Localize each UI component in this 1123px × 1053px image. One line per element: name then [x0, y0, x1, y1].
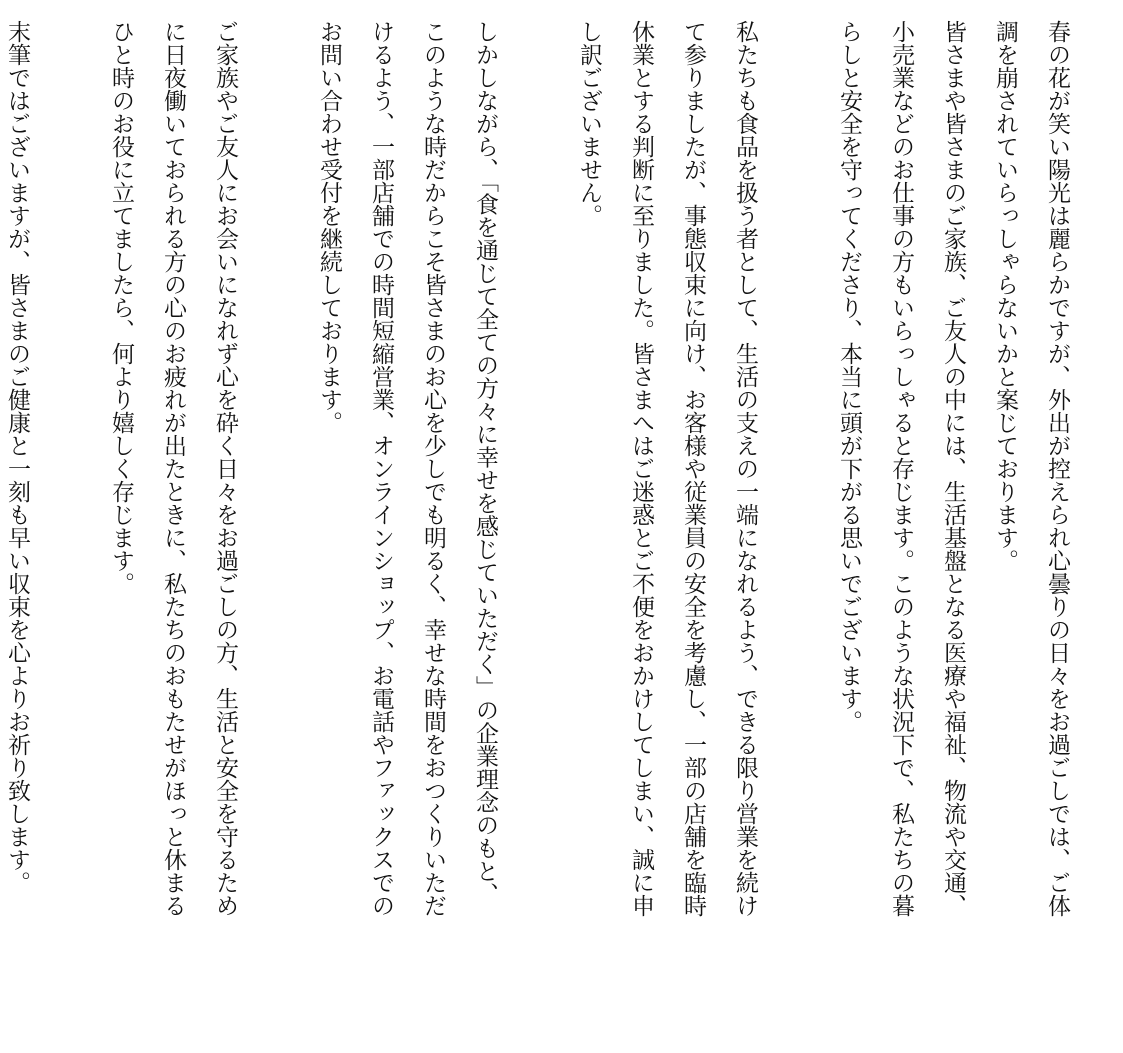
text-line: らしと安全を守ってくださり、本当に頭が下がる思いでございます。: [836, 20, 862, 733]
paragraph-gap: [771, 20, 823, 1020]
paragraph-gap: [511, 20, 563, 1020]
text-line: て参りましたが、事態収束に向け、お客様や従業員の安全を考慮し、一部の店舗を臨時: [680, 20, 706, 917]
text-line: 休業とする判断に至りました。皆さまへはご迷惑とご不便をおかけしてしまい、誠に申: [628, 20, 654, 917]
text-line: 末筆ではございますが、皆さまのご健康と一刻も早い収束を心よりお祈り致します。: [4, 20, 30, 894]
letter-body: [0, 20, 1083, 1020]
text-line: し訳ございません。: [576, 20, 602, 227]
text-line: けるよう、一部店舗での時間短縮営業、オンラインショップ、お電話やファックスでの: [368, 20, 394, 917]
text-line: 春の花が笑い陽光は麗らかですが、外出が控えられ心曇りの日々をお過ごしでは、ご体: [1044, 20, 1070, 917]
text-line: しかしながら、「食を通じて全ての方々に幸せを感じていただく」の企業理念のもと、: [472, 20, 498, 906]
paragraph-gap: [251, 20, 303, 1020]
text-line: ご家族やご友人にお会いになれず心を砕く日々をお過ごしの方、生活と安全を守るため: [212, 20, 238, 917]
text-line: ひと時のお役に立てましたら、何より嬉しく存じます。: [108, 20, 134, 595]
text-line: 皆さまや皆さまのご家族、ご友人の中には、生活基盤となる医療や福祉、物流や交通、: [940, 20, 966, 917]
text-line: このような時だからこそ皆さまのお心を少しでも明るく、幸せな時間をおつくりいただ: [420, 20, 446, 917]
paragraph-gap: [43, 20, 95, 1020]
text-line: 私たちも食品を扱う者として、生活の支えの一端になれるよう、できる限り営業を続け: [732, 20, 758, 917]
text-line: に日夜働いておられる方の心のお疲れが出たときに、私たちのおもたせがほっと休まる: [160, 20, 186, 917]
text-line: 小売業などのお仕事の方もいらっしゃると存じます。このような状況下で、私たちの暮: [888, 20, 914, 917]
text-line: 調を崩されていらっしゃらないかと案じております。: [992, 20, 1018, 572]
text-line: お問い合わせ受付を継続しております。: [316, 20, 342, 434]
